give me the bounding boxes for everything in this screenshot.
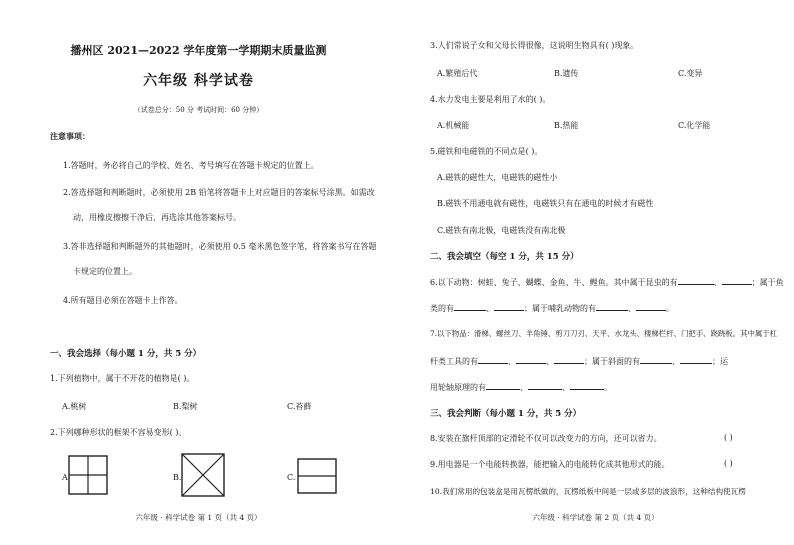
q7-text-2a: 杆类工具的有 bbox=[430, 357, 478, 366]
answer-blank[interactable] bbox=[528, 381, 562, 390]
question-4: 4.水力发电主要是利用了水的( )。 bbox=[430, 95, 551, 104]
question-1: 1.下列植物中，属于不开花的植物是( )。 bbox=[50, 374, 195, 383]
exam-subtitle: 六年级 科学试卷 bbox=[143, 73, 254, 89]
answer-blank[interactable] bbox=[516, 355, 546, 364]
q3-option-c: C.变异 bbox=[678, 69, 703, 78]
answer-blank[interactable] bbox=[636, 302, 666, 311]
q1-option-c: C.苔藓 bbox=[287, 402, 312, 411]
section-3-heading: 三、我会判断（每小题 1 分，共 5 分） bbox=[430, 409, 582, 419]
q7-text-2b: ；属于斜面的有 bbox=[584, 357, 640, 366]
q9-answer-paren[interactable]: ( ) bbox=[724, 459, 733, 468]
q2-option-a: A. bbox=[62, 473, 71, 482]
notice-3: 3.答非选择题和判断题外的其他题时，必须使用 0.5 毫米黑色签字笔，将答案书写在答题 bbox=[63, 242, 377, 251]
q4-option-b: B.热能 bbox=[554, 121, 579, 130]
question-10: 10.我们常用的包装盒是用瓦楞纸做的，瓦楞纸板中间是一层或多层的波浪形，这种结构使瓦楞 bbox=[430, 487, 746, 496]
q6-text-2b: ；属于哺乳动物的有 bbox=[524, 304, 596, 313]
answer-blank[interactable] bbox=[554, 355, 584, 364]
page-2-footer: 六年级 · 科学试卷 第 2 页（共 4 页） bbox=[532, 513, 659, 522]
answer-blank[interactable] bbox=[486, 381, 520, 390]
q2-figure-cross-braced bbox=[181, 453, 225, 497]
question-5: 5.磁铁和电磁铁的不同点是( )。 bbox=[430, 147, 543, 156]
question-9: 9.用电器是一个电能转换器，能把输入的电能转化成其他形式的能。 bbox=[430, 460, 670, 469]
notice-1: 1.答题时，务必将自己的学校、姓名、考号填写在答题卡规定的位置上。 bbox=[63, 161, 319, 170]
q6-text-1: 6.以下动物：树蛙、兔子、蝴蝶、金鱼、牛、鲤鱼。其中属于昆虫的有 bbox=[430, 278, 678, 287]
question-7-cont-2: 用轮轴原理的有 、 、 。 bbox=[430, 383, 612, 392]
question-7: 7.以下物品：滑梯、螺丝刀、羊角锤、剪刀刀刃、天平、水龙头、楼梯栏杆、门把手、跷跷板。其中属于杠 bbox=[430, 329, 778, 338]
answer-blank[interactable] bbox=[722, 276, 752, 285]
q7-text-3a: 用轮轴原理的有 bbox=[430, 383, 486, 392]
question-6: 6.以下动物：树蛙、兔子、蝴蝶、金鱼、牛、鲤鱼。其中属于昆虫的有 、 ；属于鱼 bbox=[430, 278, 784, 287]
section-1-heading: 一、我会选择（每小题 1 分，共 5 分） bbox=[50, 349, 202, 359]
q1-option-a: A.桃树 bbox=[62, 402, 87, 411]
q4-option-c: C.化学能 bbox=[678, 121, 711, 130]
answer-blank[interactable] bbox=[570, 381, 604, 390]
section-2-heading: 二、我会填空（每空 1 分，共 15 分） bbox=[430, 252, 579, 262]
exam-page-2 bbox=[397, 0, 794, 545]
question-6-cont: 类的有 、 ；属于哺乳动物的有 、 。 bbox=[430, 304, 674, 313]
notice-2: 2.答选择题和判断题时，必须使用 2B 铅笔将答题卡上对应题目的答案标号涂黑。如需改 bbox=[63, 188, 375, 197]
question-7-cont-1: 杆类工具的有 、 、 ；属于斜面的有 、 ；运 bbox=[430, 357, 728, 366]
q6-text-2a: 类的有 bbox=[430, 304, 454, 313]
q2-option-c: C. bbox=[287, 473, 296, 482]
q7-text-2c: ；运 bbox=[712, 357, 728, 366]
page-1-footer: 六年级 · 科学试卷 第 1 页（共 4 页） bbox=[135, 513, 262, 522]
notice-2-cont: 动，用橡皮擦擦干净后，再选涂其他答案标号。 bbox=[73, 213, 241, 222]
q5-option-c: C.磁铁有南北极，电磁铁没有南北极 bbox=[437, 226, 566, 235]
answer-blank[interactable] bbox=[494, 302, 524, 311]
question-3: 3.人们常说子女和父母长得很像，这说明生物具有( )现象。 bbox=[430, 41, 639, 50]
answer-blank[interactable] bbox=[678, 276, 714, 285]
q1-option-b: B.梨树 bbox=[173, 402, 198, 411]
score-info: （试卷总分：50 分 考试时间：60 分钟） bbox=[133, 106, 264, 114]
exam-title: 播州区 2021—2022 学年度第一学期期末质量监测 bbox=[70, 44, 327, 57]
question-2: 2.下列哪种形状的框架不容易变形( )。 bbox=[50, 428, 187, 437]
answer-blank[interactable] bbox=[596, 302, 628, 311]
answer-blank[interactable] bbox=[640, 355, 672, 364]
q4-option-a: A.机械能 bbox=[437, 121, 470, 130]
q2-figure-horizontal-split bbox=[297, 458, 337, 494]
q2-option-b: B. bbox=[173, 473, 182, 482]
q5-option-a: A.磁铁的磁性大，电磁铁的磁性小 bbox=[437, 173, 558, 182]
q8-answer-paren[interactable]: ( ) bbox=[724, 433, 733, 442]
answer-blank[interactable] bbox=[454, 302, 486, 311]
answer-blank[interactable] bbox=[680, 355, 712, 364]
notice-3-cont: 卡规定的位置上。 bbox=[73, 267, 137, 276]
notice-heading: 注意事项： bbox=[50, 131, 90, 141]
q3-option-a: A.繁殖后代 bbox=[437, 69, 478, 78]
answer-blank[interactable] bbox=[478, 355, 508, 364]
notice-4: 4.所有题目必须在答题卡上作答。 bbox=[63, 296, 183, 305]
q5-option-b: B.磁铁不用通电就有磁性，电磁铁只有在通电的时候才有磁性 bbox=[437, 199, 654, 208]
question-8: 8.安装在旗杆顶部的定滑轮不仅可以改变力的方向，还可以省力。 bbox=[430, 434, 662, 443]
q3-option-b: B.遗传 bbox=[554, 69, 579, 78]
q6-text-1-end: ；属于鱼 bbox=[751, 278, 784, 287]
q2-figure-grid bbox=[68, 455, 108, 495]
